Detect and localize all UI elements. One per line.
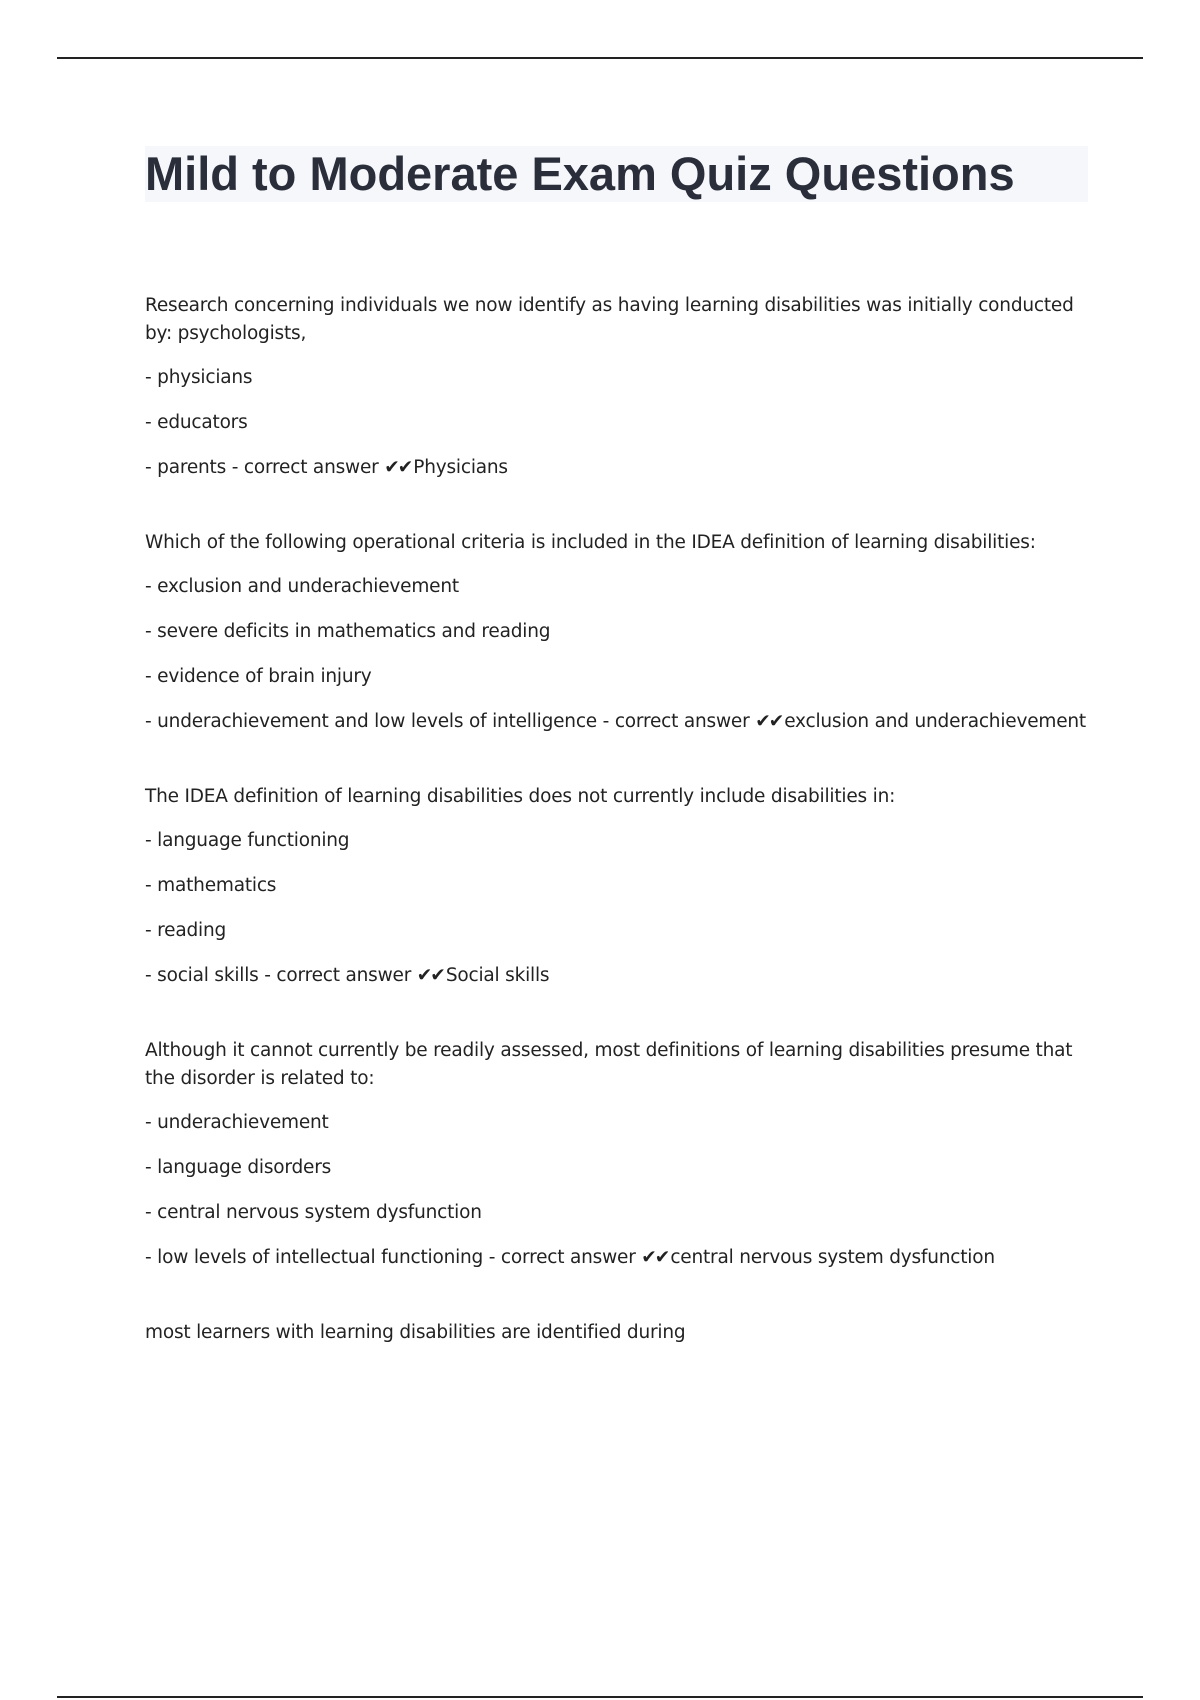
answer-option: - educators	[145, 412, 248, 433]
document-title: Mild to Moderate Exam Quiz Questions	[145, 147, 1015, 200]
answer-option: - language functioning	[145, 830, 350, 851]
answer-option: - exclusion and underachievement	[145, 576, 459, 597]
question-4	[145, 1037, 1085, 1272]
answer-option-text: - social skills - correct answer	[145, 965, 417, 986]
correct-answer: Social skills	[445, 965, 550, 986]
double-check-icon: ✔✔	[641, 1247, 669, 1268]
double-check-icon: ✔✔	[755, 711, 783, 732]
question-text: most learners with learning disabilities are identified during	[145, 1322, 686, 1343]
double-check-icon: ✔✔	[384, 457, 412, 478]
question-5	[145, 1319, 1085, 1347]
question-text: Although it cannot currently be readily assessed, most definitions of learning disabilities presume that the disorder is related to:	[145, 1040, 1073, 1089]
answer-option-text: - underachievement and low levels of intelligence - correct answer	[145, 711, 756, 732]
answer-option: - language disorders	[145, 1157, 332, 1178]
question-2	[145, 529, 1085, 736]
top-rule	[57, 57, 1143, 59]
question-text: Research concerning individuals we now identify as having learning disabilities was initially conducted by: psychologists,	[145, 295, 1074, 344]
correct-answer: Physicians	[413, 457, 508, 478]
answer-option: - severe deficits in mathematics and reading	[145, 621, 551, 642]
answer-option-text: - parents - correct answer	[145, 457, 385, 478]
correct-answer: central nervous system dysfunction	[670, 1247, 995, 1268]
answer-option: - central nervous system dysfunction	[145, 1202, 482, 1223]
answer-option: - evidence of brain injury	[145, 666, 372, 687]
answer-option-with-correct-answer	[145, 962, 1085, 990]
answer-option-text: - low levels of intellectual functioning - correct answer	[145, 1247, 642, 1268]
question-1	[145, 292, 1085, 482]
question-3	[145, 783, 1085, 990]
correct-answer: exclusion and underachievement	[784, 711, 1086, 732]
answer-option: - underachievement	[145, 1112, 329, 1133]
answer-option-with-correct-answer	[145, 708, 1085, 736]
question-text: Which of the following operational criteria is included in the IDEA definition of learning disabilities:	[145, 532, 1036, 553]
answer-option: - reading	[145, 920, 227, 941]
answer-option-with-correct-answer	[145, 1244, 1085, 1272]
questions-list	[145, 292, 1085, 1394]
bottom-rule	[57, 1696, 1143, 1698]
answer-option: - physicians	[145, 367, 253, 388]
double-check-icon: ✔✔	[416, 965, 444, 986]
answer-option: - mathematics	[145, 875, 277, 896]
answer-option-with-correct-answer	[145, 454, 1085, 482]
question-text: The IDEA definition of learning disabilities does not currently include disabilities in:	[145, 786, 896, 807]
